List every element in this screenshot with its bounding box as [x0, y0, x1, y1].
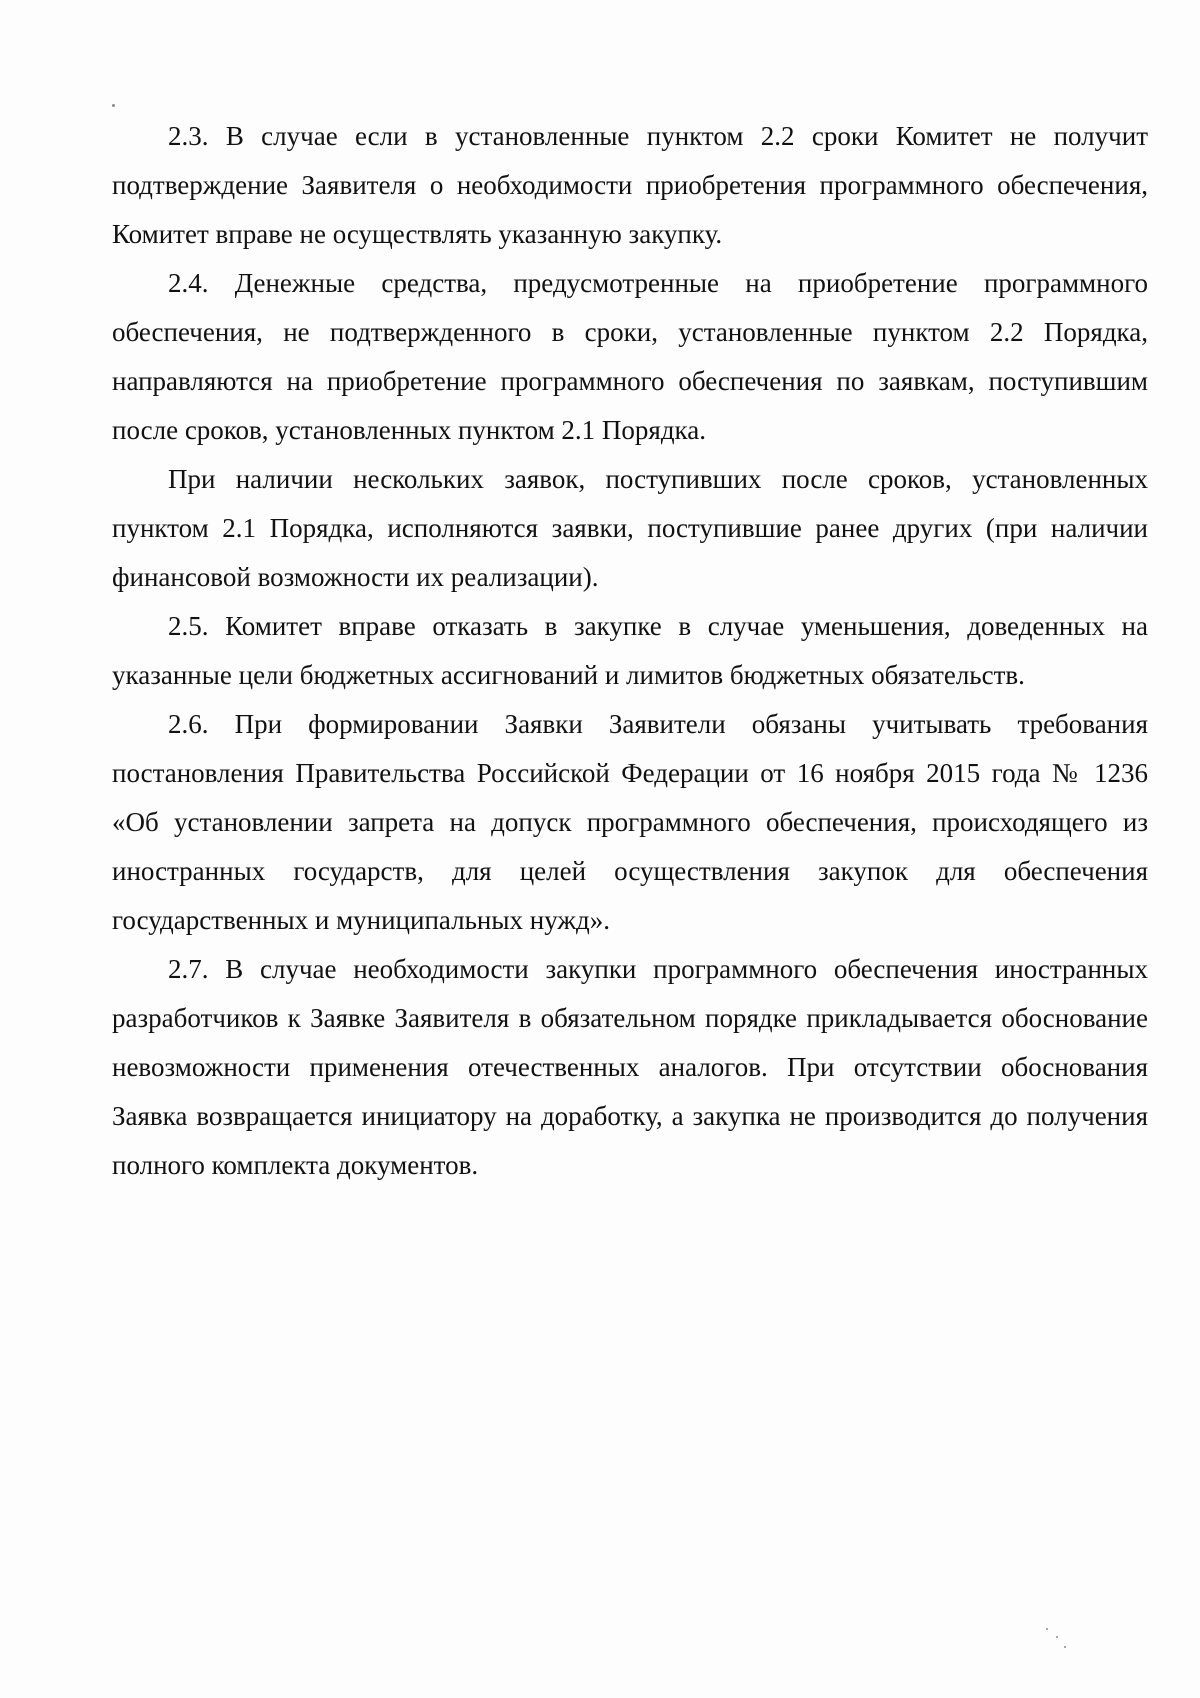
document-body: [112, 112, 1148, 1190]
paragraph-2-3: 2.3. В случае если в установленные пунктом 2.2 сроки Комитет не получит подтверждение Заявителя о необходимости приобретения программного обеспечения, Комитет вправе не осуществлять указанную закупку.: [112, 121, 1148, 249]
scan-speck: [1064, 1646, 1066, 1648]
scan-speck: [112, 104, 115, 107]
scan-speck: [1056, 1636, 1058, 1638]
paragraph-2-4: 2.4. Денежные средства, предусмотренные на приобретение программного обеспечения, не подтвержденного в сроки, установленные пунктом 2.2 Порядка, направляются на приобретение программного обеспечения по заявкам, поступившим после сроков, установленных пунктом 2.1 Порядка.: [112, 268, 1148, 445]
scan-speck: [1046, 1628, 1048, 1630]
paragraph-2-7: 2.7. В случае необходимости закупки программного обеспечения иностранных разработчиков к Заявке Заявителя в обязательном порядке прикладывается обоснование невозможности применения отечественных аналогов. При отсутствии обоснования Заявка возвращается инициатору на доработку, а закупка не производится до получения полного комплекта документов.: [112, 954, 1148, 1180]
paragraph-multiple-applications: При наличии нескольких заявок, поступивших после сроков, установленных пунктом 2.1 Порядка, исполняются заявки, поступившие ранее других (при наличии финансовой возможности их реализации).: [112, 464, 1148, 592]
paragraph-2-6: 2.6. При формировании Заявки Заявители обязаны учитывать требования постановления Правительства Российской Федерации от 16 ноября 2015 года № 1236 «Об установлении запрета на допуск программного обеспечения, происходящего из иностранных государств, для целей осуществления закупок для обеспечения государственных и муниципальных нужд».: [112, 709, 1148, 935]
paragraph-2-5: 2.5. Комитет вправе отказать в закупке в случае уменьшения, доведенных на указанные цели бюджетных ассигнований и лимитов бюджетных обязательств.: [112, 611, 1148, 690]
